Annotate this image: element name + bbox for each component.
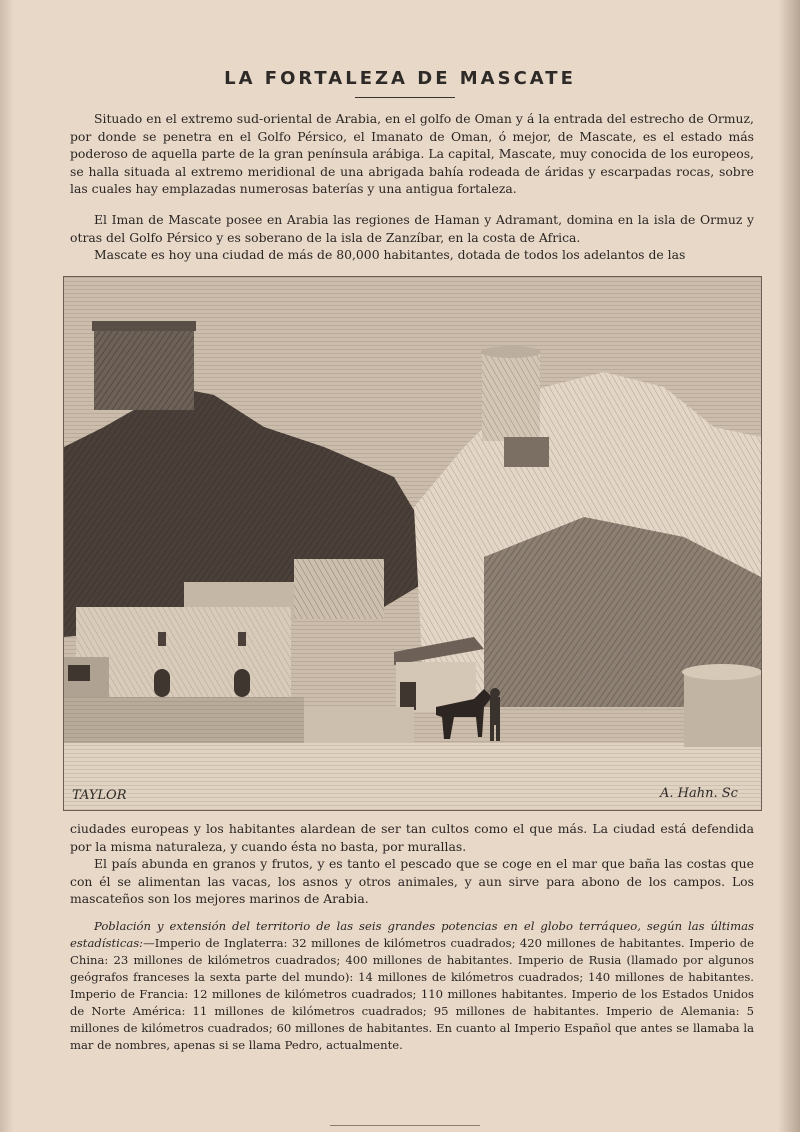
paragraph-5: El país abunda en granos y frutos, y es tanto el pescado que se coge en el mar que baña las costas que con él se alimentan las vacas, los asnos y otros animales, y aun sirve para abono de los campos. Los mascateños son los mejores marinos de Arabia. [70,856,754,907]
statistics-body: —Imperio de Inglaterra: 32 millones de kilómetros cuadrados; 420 millones de habitantes. Imperio de China: 23 millones de kilómetros cuadrados; 400 millones de habitantes. Imperio de Rusia (llamado por algunos geógrafos franceses la sexta parte del mundo): 14 millones de kilómetros cuadrados; 140 millones de habitantes. Imperio de Francia: 12 millones de kilómetros cuadrados; 110 millones habitantes. Imperio de los Estados Unidos de Norte América: 11 millones de kilómetros cuadrados; 95 millones de habitantes. Imperio de Alemania: 5 millones de kilómetros cuadrados; 60 millones de habitantes. En cuanto al Imperio Español que antes se llamaba la mar de nombres, apenas si se llama Pedro, actualmente. [70,936,754,1052]
title-rule [355,97,455,98]
statistics-lead: Población y extensión del territorio de las seis grandes potencias en el globo terráqueo, según las últimas estadísticas: [70,919,754,950]
page-title: LA FORTALEZA DE MASCATE [224,68,576,89]
fortress-engraving [63,276,762,811]
page-edge-left [0,0,14,1132]
paragraph-1: Situado en el extremo sud-oriental de Arabia, en el golfo de Oman y á la entrada del estrecho de Ormuz, por donde se penetra en el Golfo Pérsico, el Imanato de Oman, ó mejor, de Mascate, es el estado más poderoso de aquella parte de la gran península arábiga. La capital, Mascate, muy conocida de los europeos, se halla situada al extremo meridional de una abrigada bahía rodeada de áridas y escarpadas rocas, sobre las cuales hay emplazadas numerosas baterías y una antigua fortaleza. [70,111,754,197]
paragraph-6 [70,918,754,1054]
paragraph-3: Mascate es hoy una ciudad de más de 80,000 habitantes, dotada de todos los adelantos de las [94,247,686,262]
paragraph-2: El Iman de Mascate posee en Arabia las regiones de Haman y Adramant, domina en la isla de Ormuz y otras del Golfo Pérsico y es soberano de la isla de Zanzíbar, en la costa de Africa. [70,212,754,245]
paragraph-4: ciudades europeas y los habitantes alardean de ser tan cultos como el que más. La ciudad está defendida por la misma naturaleza, y cuando ésta no basta, por murallas. [70,821,754,854]
engraver-signature-left: TAYLOR [72,788,127,803]
bottom-rule [330,1125,480,1126]
engraving-illustration [64,277,761,810]
engraver-signature-right: A. Hahn. Sc [660,786,738,801]
page-edge-right [778,0,800,1132]
